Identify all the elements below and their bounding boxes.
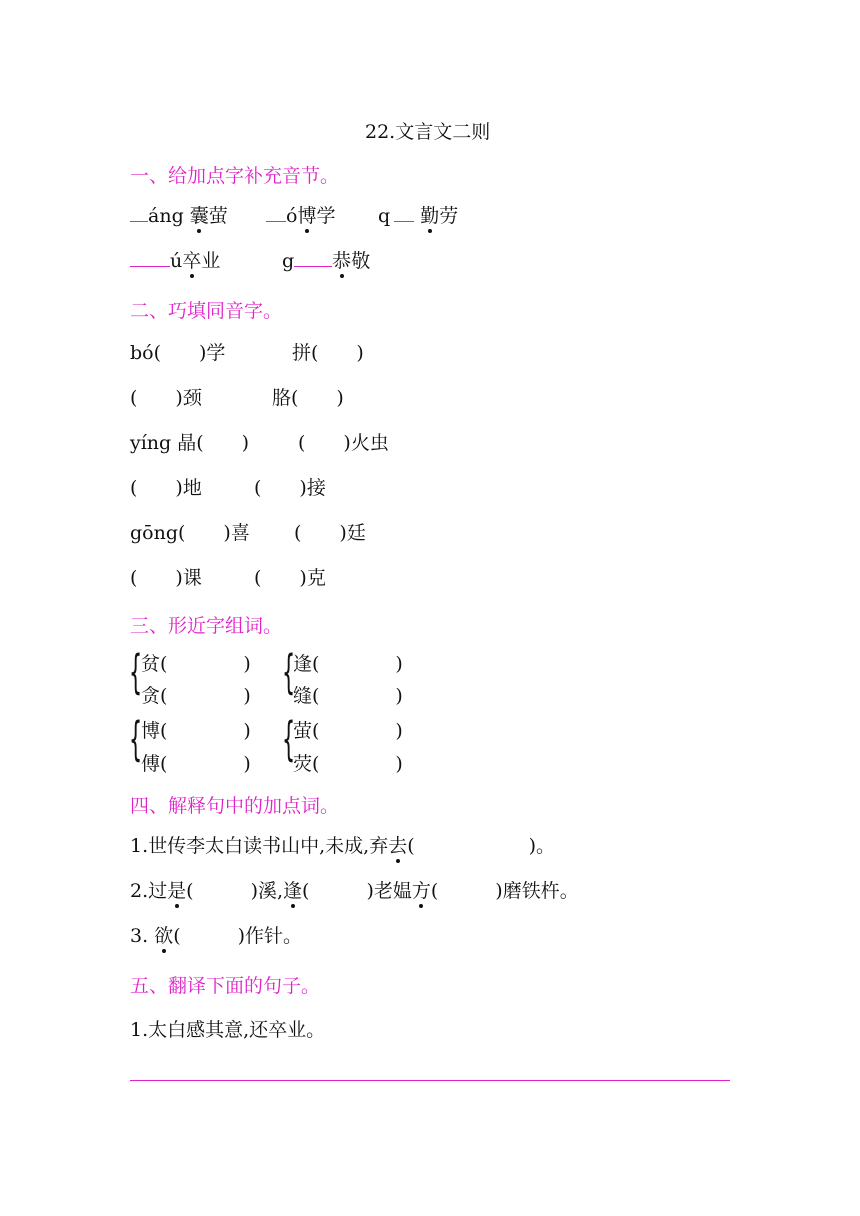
- section-1-heading: 一、给加点字补充音节。: [130, 165, 340, 187]
- pinyin-item-2: ó博学: [266, 203, 335, 228]
- homophone-item[interactable]: 胳( ): [272, 387, 344, 409]
- dotted-char: 是: [167, 880, 187, 902]
- brace-icon: {: [282, 645, 296, 699]
- dotted-char: 方: [411, 880, 431, 902]
- dotted-char: 卒: [182, 250, 202, 272]
- homophone-item[interactable]: bó( )学: [130, 342, 226, 364]
- similar-char-item[interactable]: 逢( ): [293, 653, 403, 675]
- homophone-item[interactable]: 拼( ): [292, 342, 364, 364]
- similar-char-item[interactable]: 萤( ): [293, 720, 403, 742]
- answer-blank[interactable]: [294, 248, 332, 267]
- similar-char-item[interactable]: 荧( ): [293, 753, 403, 775]
- pinyin-item-5: g 恭敬: [282, 250, 371, 272]
- homophone-item[interactable]: ( )课: [130, 567, 202, 589]
- similar-char-item[interactable]: 博( ): [141, 720, 251, 742]
- section-5-heading: 五、翻译下面的句子。: [130, 975, 321, 997]
- pinyin-item-1: áng 囊萤: [130, 203, 228, 228]
- similar-char-item[interactable]: 缝( ): [293, 685, 403, 707]
- dotted-char: 逢: [283, 880, 303, 902]
- explain-item-3[interactable]: 3. 欲( )作针。: [130, 925, 303, 947]
- section-2-heading: 二、巧填同音字。: [130, 300, 283, 322]
- answer-blank[interactable]: [266, 203, 286, 222]
- homophone-item[interactable]: ( )火虫: [298, 432, 389, 454]
- homophone-item[interactable]: ( )颈: [130, 387, 202, 409]
- dotted-char: 去: [388, 835, 408, 857]
- section-4-heading: 四、解释句中的加点词。: [130, 795, 340, 817]
- similar-char-item[interactable]: 贫( ): [141, 653, 251, 675]
- brace-icon: {: [129, 645, 143, 699]
- answer-blank[interactable]: [394, 203, 414, 222]
- page-title: 22.文言文二则: [365, 121, 491, 143]
- dotted-char: 勤: [420, 205, 440, 227]
- answer-blank[interactable]: [130, 248, 170, 267]
- homophone-item[interactable]: ( )地: [130, 477, 202, 499]
- explain-item-1[interactable]: 1.世传李太白读书山中,未成,弃去( )。: [130, 835, 556, 857]
- similar-char-item[interactable]: 傅( ): [141, 753, 251, 775]
- homophone-item[interactable]: gōng( )喜: [130, 522, 250, 544]
- homophone-item[interactable]: ( )廷: [294, 522, 366, 544]
- answer-blank[interactable]: [130, 203, 148, 222]
- pinyin-item-3: q 勤劳: [378, 205, 459, 227]
- brace-icon: {: [129, 712, 143, 766]
- dotted-char: 欲: [154, 925, 174, 947]
- homophone-item[interactable]: ( )接: [254, 477, 326, 499]
- brace-icon: {: [282, 712, 296, 766]
- translate-sentence-1: 1.太白感其意,还卒业。: [130, 1019, 326, 1041]
- similar-char-item[interactable]: 贪( ): [141, 685, 251, 707]
- pinyin-item-4: ú卒业: [130, 248, 220, 273]
- homophone-item[interactable]: ( )克: [254, 567, 326, 589]
- explain-item-2[interactable]: 2.过是( )溪,逢( )老媪方( )磨铁杵。: [130, 880, 579, 902]
- dotted-char: 囊: [189, 205, 209, 227]
- section-3-heading: 三、形近字组词。: [130, 615, 283, 637]
- dotted-char: 博: [297, 205, 317, 227]
- answer-line[interactable]: [130, 1080, 730, 1081]
- dotted-char: 恭: [332, 250, 352, 272]
- homophone-item[interactable]: yíng 晶( ): [130, 432, 250, 454]
